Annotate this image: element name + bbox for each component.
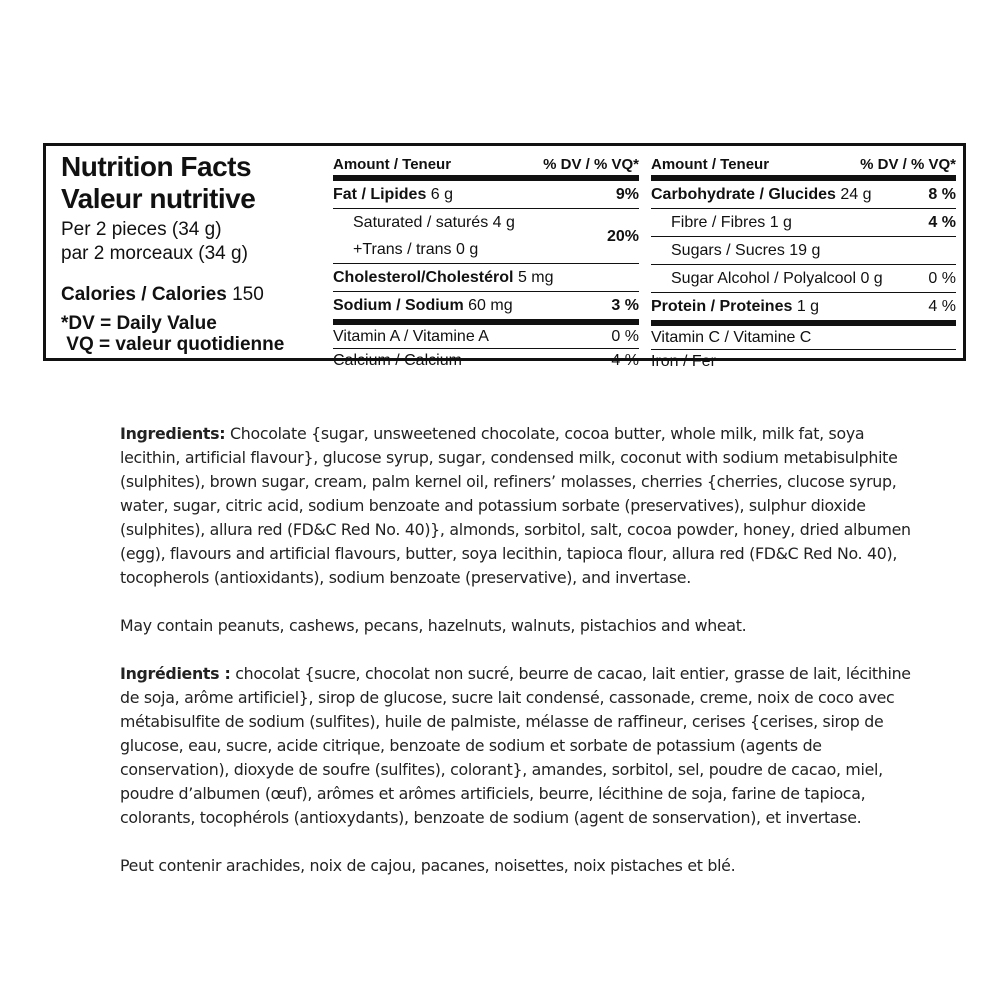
header-amount: Amount / Teneur [333, 156, 452, 173]
protein-pct: 4 % [928, 298, 956, 315]
carb-label: Carbohydrate / Glucides [651, 186, 836, 203]
carb-pct: 8 % [928, 186, 956, 203]
ingredients-text-en: Chocolate {sugar, unsweetened chocolate, cocoa butter, whole milk, milk fat, soya lecithin, artificial flavour}, glucose syrup, sugar, condensed milk, coconut with sodium metabisulphite (sulphites), brown sugar, cream, palm kernel oil, refiners’ molasses, cherries {cherries, clucose syrup, water, sugar, citric acid, sodium benzoate and potassium sorbate (preservatives), sulphur dioxide (sulphites), allura red (FD&C Red No. 40)}, almonds, sorbitol, salt, cocoa powder, honey, dried albumen (egg), flavours and artificial flavours, butter, soya lecithin, tapioca flour, allura red (FD&C Red No. 40), tocopherols (antioxidants), sodium benzoate (preservative), and invertase. [120, 424, 911, 587]
sodium-label: Sodium / Sodium [333, 297, 464, 314]
vitamin-a-row [333, 325, 639, 349]
dv-note-french: VQ = valeur quotidienne [61, 334, 285, 355]
iron-row: Iron / Fer [651, 353, 716, 370]
protein-row [651, 293, 956, 326]
nutrient-column-right [651, 151, 956, 373]
sodium-row [333, 292, 639, 325]
fibre-row [651, 209, 956, 237]
vitamin-a-pct: 0 % [611, 328, 639, 345]
ingredients-english [120, 422, 920, 590]
calories-line [61, 284, 331, 306]
carbohydrate-row [651, 181, 956, 209]
fat-row [333, 181, 639, 209]
fat-pct: 9% [615, 186, 639, 203]
panel-title-block [61, 151, 331, 355]
cholesterol-amount: 5 mg [517, 269, 554, 286]
vitamin-c-row: Vitamin C / Vitamine C [651, 326, 956, 350]
sat-trans-group [333, 209, 639, 264]
cholesterol-label: Cholesterol/Cholestérol [333, 269, 514, 286]
calcium-label: Calcium / Calcium [333, 352, 462, 369]
header-dv: % DV / % VQ* [860, 156, 956, 173]
fat-label: Fat / Lipides [333, 186, 427, 203]
ingredients-label-en: Ingredients: [120, 424, 226, 443]
sodium-amount: 60 mg [468, 297, 513, 314]
dv-note-english: *DV = Daily Value [61, 313, 217, 334]
ingredients-label-fr: Ingrédients : [120, 664, 231, 683]
fibre-label: Fibre / Fibres 1 g [671, 214, 792, 231]
sat-trans-pct: 20% [606, 228, 639, 245]
ingredients-text-fr: chocolat {sucre, chocolat non sucré, beurre de cacao, lait entier, grasse de lait, lécithine de soja, arôme artificiel}, sirop de glucose, sucre lait condensé, cassonade, creme, noix de coco avec métabisulfite de sodium (sulfites), huile de palmiste, mélasse de raffineur, cerises {cerises, sirop de glucose, eau, sucre, acide citrique, benzoate de sodium et sorbate de potassium (agents de conservation), dioxyde de soufre (sulfites), colorant}, amandes, sorbitol, sel, poudre de cacao, miel, poudre d’albumen (œuf), arômes et arômes artificiels, beurre, lécithine de soja, farine de tapioca, colorants, tocophérols (antioxydants), benzoate de sodium (agent de sonservation), et invertase. [120, 664, 911, 827]
calories-label: Calories / Calories [61, 284, 227, 305]
calories-value: 150 [232, 284, 264, 305]
serving-size [61, 218, 331, 266]
title-english: Nutrition Facts [61, 151, 252, 182]
fat-amount: 6 g [430, 186, 454, 203]
column-header [333, 151, 639, 181]
nutrition-facts-panel [43, 143, 966, 370]
trans-row: +Trans / trans 0 g [353, 241, 479, 258]
ingredients-french [120, 662, 920, 830]
sugar-alcohol-label: Sugar Alcohol / Polyalcool 0 g [671, 270, 883, 287]
carb-amount: 24 g [840, 186, 872, 203]
serving-english: Per 2 pieces (34 g) [61, 219, 222, 240]
sugars-row: Sugars / Sucres 19 g [651, 237, 956, 265]
calcium-pct: 4 % [611, 352, 639, 369]
fibre-pct: 4 % [928, 214, 956, 231]
ingredients-section [120, 422, 920, 902]
sodium-pct: 3 % [611, 297, 639, 314]
saturated-row: Saturated / saturés 4 g [353, 214, 515, 231]
header-dv: % DV / % VQ* [543, 156, 639, 173]
protein-amount: 1 g [796, 298, 820, 315]
calcium-row [333, 349, 639, 372]
vitamin-a-label: Vitamin A / Vitamine A [333, 328, 489, 345]
allergen-statement-en: May contain peanuts, cashews, pecans, hazelnuts, walnuts, pistachios and wheat. [120, 616, 747, 635]
protein-label: Protein / Proteines [651, 298, 793, 315]
cholesterol-row [333, 264, 639, 292]
allergen-statement-fr: Peut contenir arachides, noix de cajou, pacanes, noisettes, noix pistaches et blé. [120, 856, 736, 875]
nutrient-column-left [333, 151, 639, 372]
sugar-alcohol-pct: 0 % [928, 270, 956, 287]
header-amount: Amount / Teneur [651, 156, 770, 173]
daily-value-note [61, 313, 331, 355]
title-french: Valeur nutritive [61, 183, 256, 214]
column-header [651, 151, 956, 181]
sugar-alcohol-row [651, 265, 956, 293]
serving-french: par 2 morceaux (34 g) [61, 243, 248, 264]
